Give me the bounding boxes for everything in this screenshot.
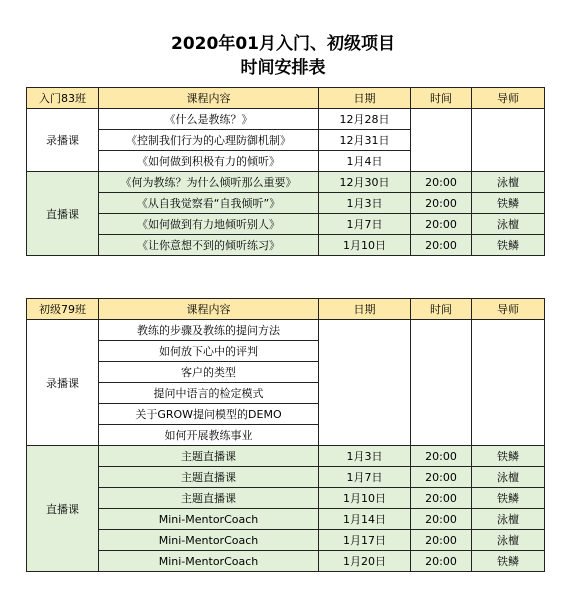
course-header: 课程内容 — [99, 88, 319, 109]
mentor-header: 导师 — [472, 88, 545, 109]
mentor-cell: 泳檀 — [472, 530, 545, 551]
time-cell: 20:00 — [411, 467, 472, 488]
course-cell: 如何开展教练事业 — [99, 425, 319, 446]
page-title: 2020年01月入门、初级项目 — [171, 34, 395, 54]
group-label-live: 直播课 — [27, 172, 99, 256]
mentor-cell: 铁鳞 — [472, 235, 545, 256]
schedule-table-intro — [26, 87, 545, 256]
course-cell: 《什么是教练？》 — [99, 109, 319, 130]
date-cell: 1月17日 — [319, 530, 411, 551]
group-label-recorded: 录播课 — [27, 109, 99, 172]
course-cell: Mini-MentorCoach — [99, 509, 319, 530]
class-name-header: 初级79班 — [27, 299, 99, 320]
course-cell: 客户的类型 — [99, 362, 319, 383]
group-label-recorded: 录播课 — [27, 320, 99, 446]
class-name-header: 入门83班 — [27, 88, 99, 109]
group-label-live: 直播课 — [27, 446, 99, 572]
time-cell-empty — [411, 109, 472, 172]
time-cell: 20:00 — [411, 193, 472, 214]
date-cell: 1月7日 — [319, 214, 411, 235]
date-cell: 1月4日 — [319, 151, 411, 172]
date-cell-empty — [319, 320, 411, 446]
time-cell-empty — [411, 320, 472, 446]
table-row — [27, 467, 545, 488]
date-cell: 1月10日 — [319, 235, 411, 256]
course-cell: 关于GROW提问模型的DEMO — [99, 404, 319, 425]
course-cell: Mini-MentorCoach — [99, 530, 319, 551]
date-cell: 12月30日 — [319, 172, 411, 193]
time-cell: 20:00 — [411, 530, 472, 551]
date-cell: 1月7日 — [319, 467, 411, 488]
mentor-cell: 泳檀 — [472, 214, 545, 235]
table-row — [27, 109, 545, 130]
date-cell: 1月14日 — [319, 509, 411, 530]
table-row — [27, 235, 545, 256]
mentor-cell: 泳檀 — [472, 172, 545, 193]
course-cell: 《如何做到有力地倾听别人》 — [99, 214, 319, 235]
time-cell: 20:00 — [411, 446, 472, 467]
date-cell: 1月10日 — [319, 488, 411, 509]
time-header: 时间 — [411, 88, 472, 109]
table-row — [27, 193, 545, 214]
time-cell: 20:00 — [411, 214, 472, 235]
mentor-cell: 铁鳞 — [472, 446, 545, 467]
mentor-cell: 泳檀 — [472, 467, 545, 488]
time-cell: 20:00 — [411, 551, 472, 572]
time-cell: 20:00 — [411, 235, 472, 256]
course-cell: 主题直播课 — [99, 488, 319, 509]
mentor-cell: 铁鳞 — [472, 551, 545, 572]
course-cell: 《从自我觉察看“自我倾听”》 — [99, 193, 319, 214]
date-header: 日期 — [319, 299, 411, 320]
course-cell: 教练的步骤及教练的提问方法 — [99, 320, 319, 341]
course-cell: 提问中语言的检定模式 — [99, 383, 319, 404]
table-header-row — [27, 299, 545, 320]
mentor-cell: 铁鳞 — [472, 488, 545, 509]
table-header-row — [27, 88, 545, 109]
mentor-cell-empty — [472, 109, 545, 172]
table-row — [27, 172, 545, 193]
page-subtitle: 时间安排表 — [240, 58, 326, 78]
date-cell: 12月31日 — [319, 130, 411, 151]
mentor-cell: 铁鳞 — [472, 193, 545, 214]
course-cell: 《控制我们行为的心理防御机制》 — [99, 130, 319, 151]
table-row — [27, 320, 545, 341]
time-header: 时间 — [411, 299, 472, 320]
time-cell: 20:00 — [411, 509, 472, 530]
course-cell: Mini-MentorCoach — [99, 551, 319, 572]
course-cell: 主题直播课 — [99, 446, 319, 467]
date-cell: 12月28日 — [319, 109, 411, 130]
course-cell: 《如何做到积极有力的倾听》 — [99, 151, 319, 172]
table-row — [27, 214, 545, 235]
time-cell: 20:00 — [411, 172, 472, 193]
date-header: 日期 — [319, 88, 411, 109]
table-row — [27, 551, 545, 572]
table-row — [27, 488, 545, 509]
table-row — [27, 530, 545, 551]
time-cell: 20:00 — [411, 488, 472, 509]
mentor-cell-empty — [472, 320, 545, 446]
date-cell: 1月3日 — [319, 193, 411, 214]
date-cell: 1月20日 — [319, 551, 411, 572]
mentor-cell: 泳檀 — [472, 509, 545, 530]
course-header: 课程内容 — [99, 299, 319, 320]
course-cell: 主题直播课 — [99, 467, 319, 488]
mentor-header: 导师 — [472, 299, 545, 320]
course-cell: 《让你意想不到的倾听练习》 — [99, 235, 319, 256]
date-cell: 1月3日 — [319, 446, 411, 467]
table-row — [27, 446, 545, 467]
course-cell: 如何放下心中的评判 — [99, 341, 319, 362]
table-row — [27, 509, 545, 530]
course-cell: 《何为教练？为什么倾听那么重要》 — [99, 172, 319, 193]
schedule-table-beginner — [26, 298, 545, 572]
